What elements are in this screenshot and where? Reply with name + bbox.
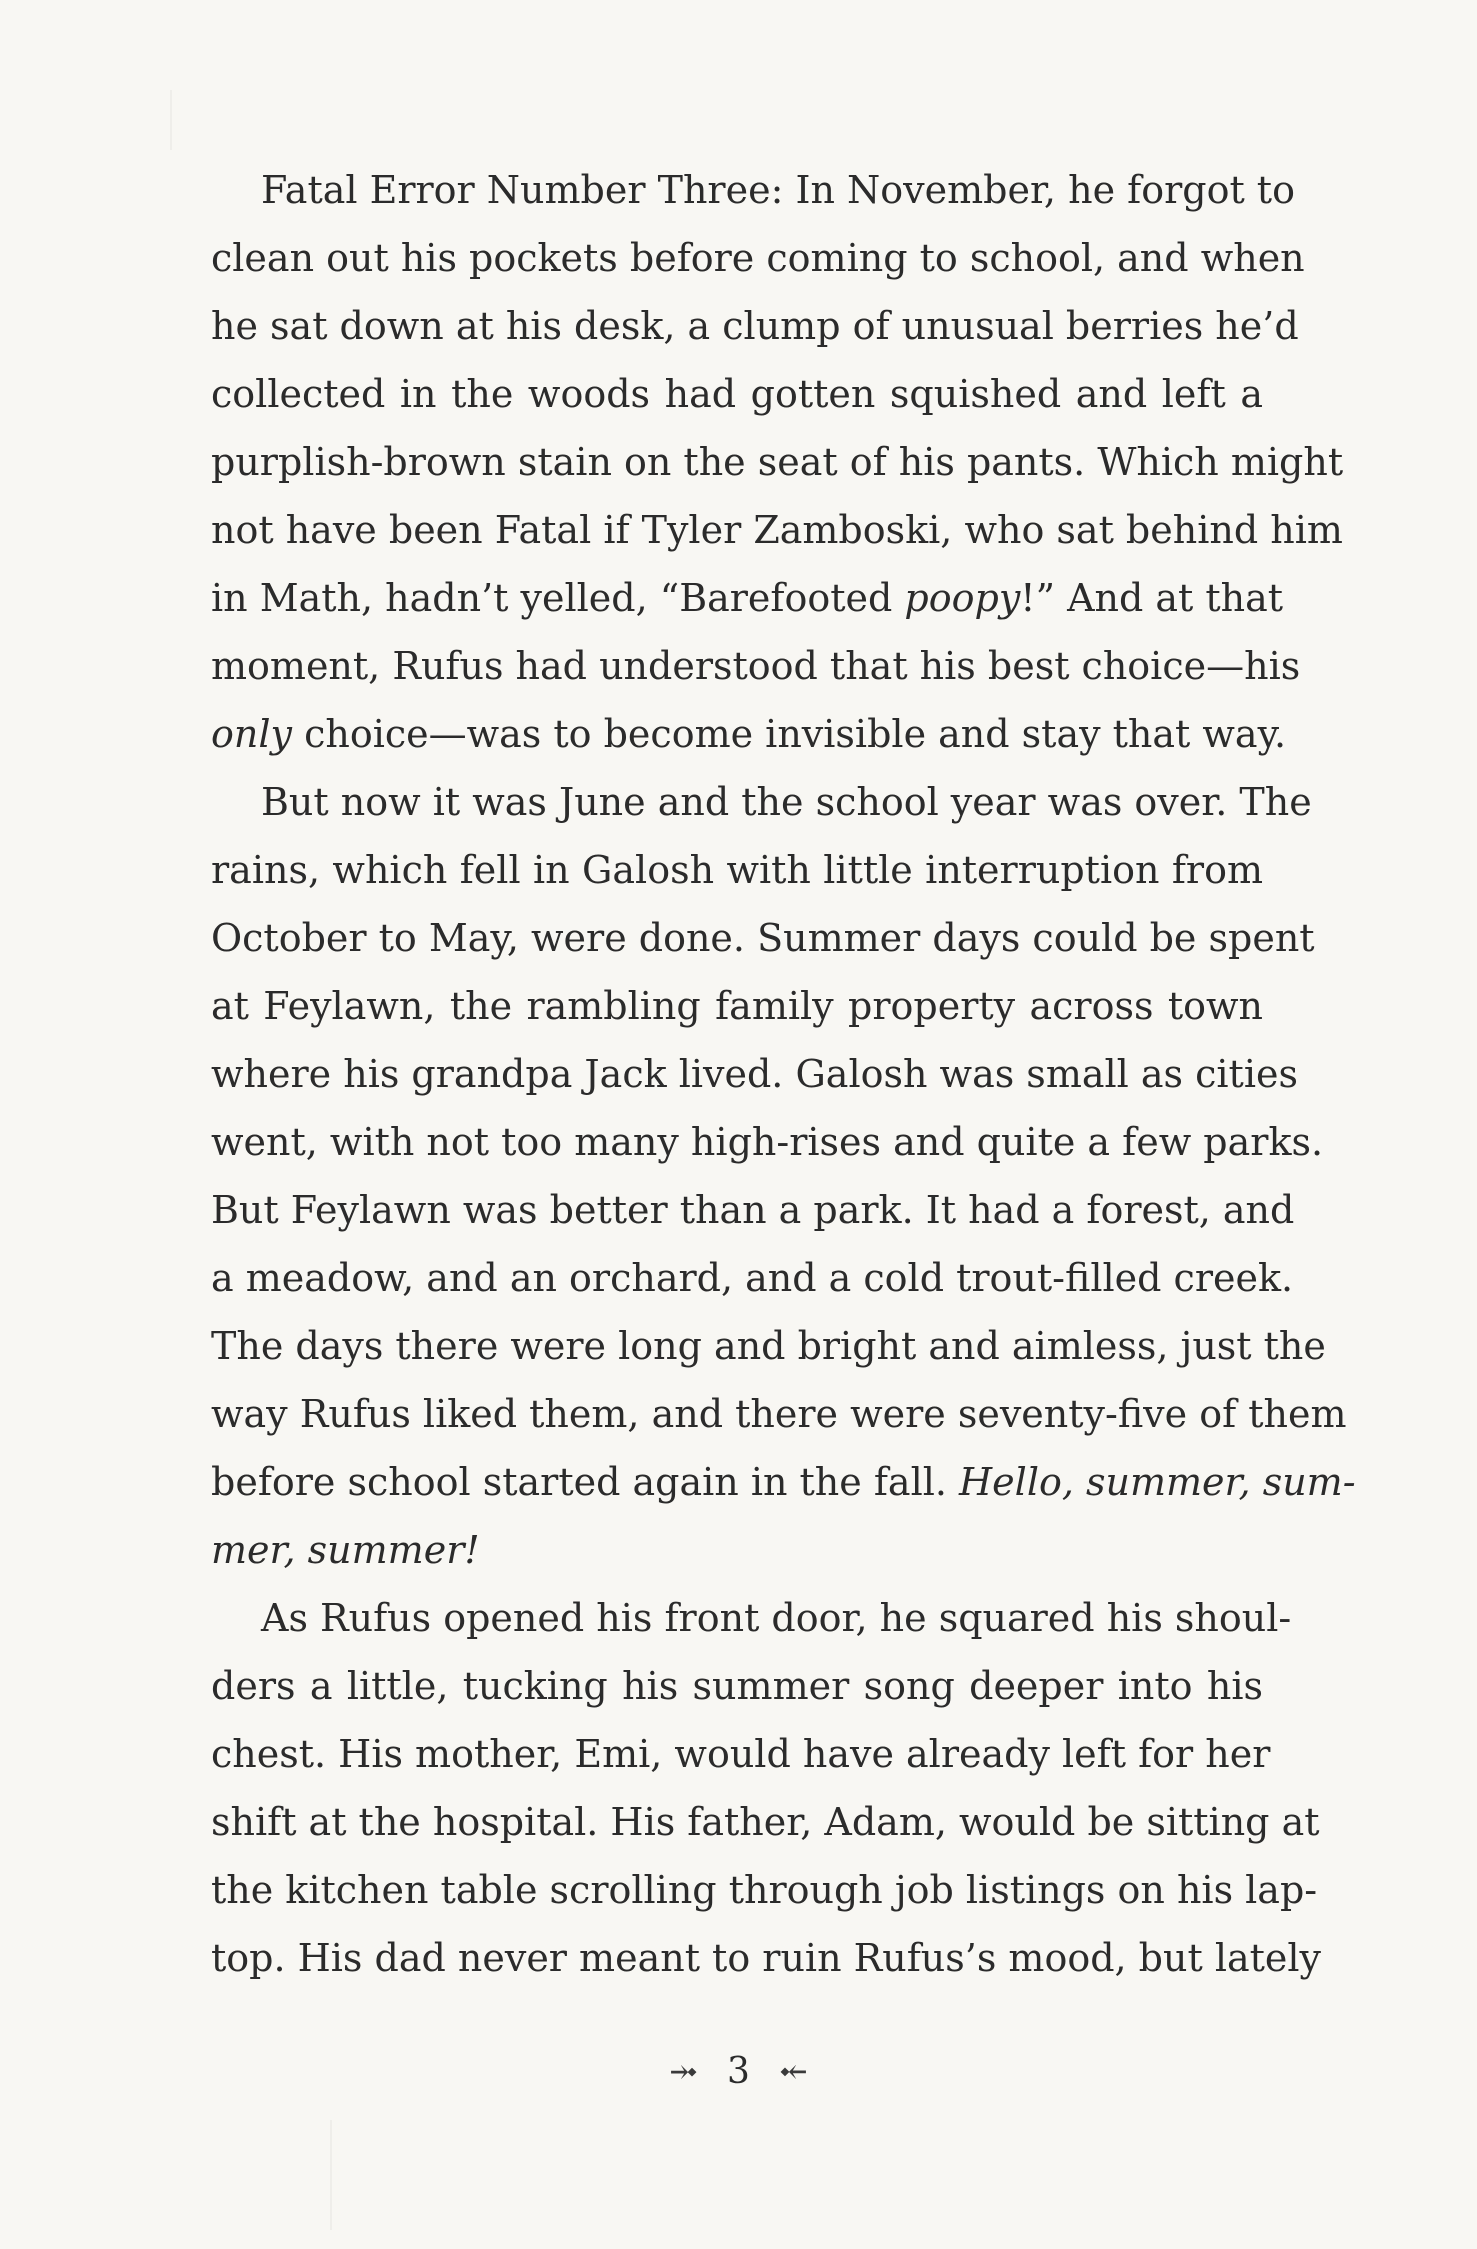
text-run: purplish-brown stain on the seat of his pants. Which might — [211, 440, 1344, 484]
italic-text: mer, summer! — [211, 1528, 480, 1572]
text-line — [211, 224, 1305, 292]
text-line — [211, 632, 1301, 700]
text-line — [211, 1176, 1295, 1244]
left-ornament-icon: ⤞ — [669, 2052, 698, 2092]
text-run: shift at the hospital. His father, Adam, would be sitting at — [211, 1800, 1320, 1844]
italic-text: poopy — [904, 576, 1021, 620]
text-run: not have been Fatal if Tyler Zamboski, who sat behind him — [211, 508, 1343, 552]
text-line — [211, 1516, 1263, 1584]
body-text — [211, 156, 1356, 1992]
text-line — [211, 972, 1263, 1040]
text-run: way Rufus liked them, and there were seventy-five of them — [211, 1392, 1347, 1436]
text-run: But now it was June and the school year was over. The — [261, 780, 1312, 824]
text-run: he sat down at his desk, a clump of unusual berries he’d — [211, 304, 1299, 348]
scan-artifact — [170, 90, 172, 150]
text-run: Fatal Error Number Three: In November, he forgot to — [261, 168, 1295, 212]
page-number: 3 — [727, 2051, 750, 2092]
text-line — [211, 496, 1343, 564]
paragraph — [211, 1584, 1322, 1992]
scan-artifact — [330, 2120, 332, 2230]
text-line — [211, 1652, 1263, 1720]
text-line — [211, 700, 1287, 768]
text-line — [211, 292, 1299, 360]
text-run: the kitchen table scrolling through job listings on his lap- — [211, 1868, 1318, 1912]
text-line — [211, 1584, 1292, 1652]
text-line — [211, 768, 1312, 836]
text-run: But Feylawn was better than a park. It had a forest, and — [211, 1188, 1295, 1232]
text-run: in Math, hadn’t yelled, “Barefooted — [211, 576, 905, 620]
paragraph — [211, 768, 1356, 1584]
text-run: choice—was to become invisible and stay that way. — [291, 712, 1287, 756]
text-line — [211, 156, 1295, 224]
text-line — [211, 1788, 1320, 1856]
page-footer — [0, 2046, 1477, 2096]
text-run: top. His dad never meant to ruin Rufus’s mood, but lately — [211, 1936, 1322, 1980]
text-run: The days there were long and bright and aimless, just the — [211, 1324, 1326, 1368]
text-line — [211, 1312, 1326, 1380]
text-line — [211, 1448, 1356, 1516]
text-line — [211, 1244, 1294, 1312]
text-run: a meadow, and an orchard, and a cold trout-filled creek. — [211, 1256, 1294, 1300]
text-run: collected in the woods had gotten squished and left a — [211, 372, 1263, 416]
italic-text: only — [211, 712, 292, 756]
text-run: before school started again in the fall. — [211, 1460, 960, 1504]
text-line — [211, 360, 1263, 428]
text-run: ders a little, tucking his summer song deeper into his — [211, 1664, 1263, 1708]
text-run: where his grandpa Jack lived. Galosh was small as cities — [211, 1052, 1298, 1096]
text-line — [211, 1924, 1322, 1992]
text-line — [211, 1108, 1324, 1176]
text-run: !” And at that — [1020, 576, 1284, 620]
text-run: chest. His mother, Emi, would have already left for her — [211, 1732, 1271, 1776]
text-line — [211, 1856, 1318, 1924]
text-run: rains, which fell in Galosh with little interruption from — [211, 848, 1263, 892]
text-run: at Feylawn, the rambling family property across town — [211, 984, 1263, 1028]
text-run: clean out his pockets before coming to school, and when — [211, 236, 1305, 280]
text-line — [211, 904, 1315, 972]
text-line — [211, 1040, 1298, 1108]
text-run: October to May, were done. Summer days could be spent — [211, 916, 1315, 960]
text-run: As Rufus opened his front door, he squared his shoul- — [261, 1596, 1292, 1640]
text-line — [211, 428, 1344, 496]
text-line — [211, 836, 1263, 904]
text-run: went, with not too many high-rises and quite a few parks. — [211, 1120, 1324, 1164]
right-ornament-icon: ⤝ — [779, 2052, 808, 2092]
text-line — [211, 564, 1284, 632]
paragraph — [211, 156, 1344, 768]
text-line — [211, 1380, 1347, 1448]
text-line — [211, 1720, 1271, 1788]
italic-text: Hello, summer, sum- — [959, 1460, 1356, 1504]
text-run: moment, Rufus had understood that his best choice—his — [211, 644, 1301, 688]
